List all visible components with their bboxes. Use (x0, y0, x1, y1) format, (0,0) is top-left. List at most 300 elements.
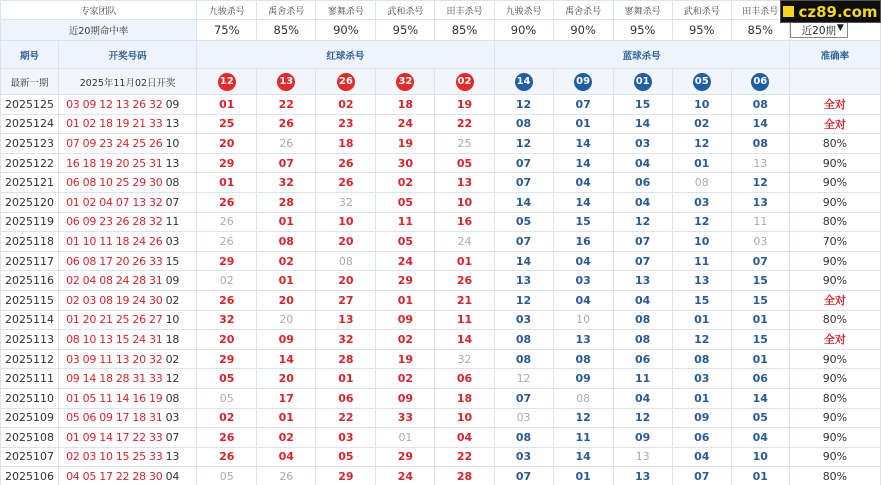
blue-kill-cell: 01 (672, 310, 731, 330)
red-kill-cell: 26 (257, 134, 316, 154)
red-kill-cell: 01 (376, 428, 435, 448)
table-row (1, 95, 881, 115)
table-row (1, 192, 881, 212)
blue-kill-cell: 01 (553, 114, 613, 134)
red-kill-cell: 04 (257, 447, 316, 467)
blue-kill-cell: 15 (613, 95, 672, 115)
blue-kill-cell: 12 (494, 134, 553, 154)
expert-name: 田丰杀号 (435, 1, 494, 20)
blue-kill-cell: 12 (494, 95, 553, 115)
draw-blue-number: 10 (165, 136, 180, 150)
red-ball: 12 (218, 73, 236, 91)
blue-kill-cell: 07 (731, 251, 789, 271)
period-cell: 2025109 (1, 408, 59, 428)
red-kill-cell: 26 (435, 271, 494, 291)
draw-red-numbers: 06 08 17 20 26 33 (66, 254, 163, 268)
period-cell: 2025106 (1, 467, 59, 485)
red-kill-cell: 29 (197, 251, 257, 271)
blue-kill-cell: 07 (553, 95, 613, 115)
blue-kill-cell: 14 (553, 447, 613, 467)
draw-numbers-cell (59, 330, 197, 350)
draw-numbers-cell (59, 114, 197, 134)
blue-kill-cell: 08 (613, 330, 672, 350)
hit-rate: 90% (316, 20, 376, 41)
hit-rate: 75% (197, 20, 257, 41)
draw-red-numbers: 01 02 04 07 13 32 (66, 195, 163, 209)
accuracy-cell: 90% (789, 251, 880, 271)
draw-blue-number: 15 (165, 254, 180, 268)
red-kill-cell: 30 (376, 153, 435, 173)
red-kill-cell: 26 (197, 192, 257, 212)
red-kill-cell: 09 (376, 310, 435, 330)
red-kill-cell: 01 (197, 173, 257, 193)
watermark-text: cz89.com (798, 2, 878, 21)
latest-blue-cell (494, 69, 553, 95)
red-ball: 13 (277, 73, 295, 91)
blue-kill-cell: 12 (672, 330, 731, 350)
blue-kill-cell: 02 (672, 114, 731, 134)
blue-kill-cell: 13 (731, 153, 789, 173)
draw-numbers-cell (59, 408, 197, 428)
blue-kill-cell: 12 (672, 212, 731, 232)
blue-kill-cell: 14 (494, 251, 553, 271)
draw-numbers-cell (59, 173, 197, 193)
red-kill-cell: 02 (197, 408, 257, 428)
blue-kill-cell: 11 (553, 428, 613, 448)
draw-red-numbers: 02 04 08 24 28 31 (66, 274, 163, 288)
red-kill-cell: 02 (376, 330, 435, 350)
accuracy-cell: 70% (789, 232, 880, 252)
blue-kill-cell: 08 (613, 310, 672, 330)
watermark-square-icon (783, 6, 794, 17)
red-kill-cell: 19 (376, 349, 435, 369)
red-kill-cell: 23 (316, 114, 376, 134)
blue-kill-cell: 13 (613, 271, 672, 291)
blue-kill-cell: 12 (613, 408, 672, 428)
blue-kill-cell: 12 (613, 212, 672, 232)
accuracy-cell: 80% (789, 467, 880, 485)
header-numbers: 开奖号码 (59, 41, 197, 69)
draw-blue-number: 18 (165, 332, 180, 346)
blue-kill-cell: 04 (613, 290, 672, 310)
expert-name: 禹舍杀号 (257, 1, 316, 20)
red-kill-cell: 22 (316, 408, 376, 428)
table-row (1, 232, 881, 252)
table-row (1, 330, 881, 350)
period-cell: 2025116 (1, 271, 59, 291)
draw-red-numbers: 06 08 10 25 29 30 (66, 176, 163, 190)
blue-kill-cell: 07 (494, 388, 553, 408)
draw-numbers-cell (59, 349, 197, 369)
header-red-kill: 红球杀号 (197, 41, 494, 69)
blue-kill-cell: 10 (672, 232, 731, 252)
table-row (1, 369, 881, 389)
blue-kill-cell: 04 (553, 251, 613, 271)
accuracy-cell: 全对 (789, 290, 880, 310)
red-kill-cell: 26 (197, 290, 257, 310)
red-kill-cell: 01 (435, 251, 494, 271)
hit-rate: 85% (731, 20, 789, 41)
blue-kill-cell: 09 (553, 369, 613, 389)
blue-kill-cell: 01 (553, 467, 613, 485)
blue-kill-cell: 15 (731, 330, 789, 350)
blue-kill-cell: 04 (672, 447, 731, 467)
red-kill-cell: 07 (257, 153, 316, 173)
blue-kill-cell: 11 (672, 251, 731, 271)
red-kill-cell: 05 (435, 153, 494, 173)
table-row (1, 310, 881, 330)
draw-red-numbers: 16 18 19 20 25 31 (66, 156, 163, 170)
draw-numbers-cell (59, 310, 197, 330)
draw-blue-number: 13 (165, 450, 180, 464)
period-cell: 2025125 (1, 95, 59, 115)
blue-kill-cell: 04 (613, 192, 672, 212)
expert-name: 寥舞杀号 (613, 1, 672, 20)
draw-blue-number: 07 (165, 430, 180, 444)
draw-blue-number: 08 (165, 391, 180, 405)
expert-name: 九骏杀号 (197, 1, 257, 20)
red-kill-cell: 21 (435, 290, 494, 310)
blue-kill-cell: 08 (494, 349, 553, 369)
red-kill-cell: 32 (316, 330, 376, 350)
red-kill-cell: 18 (316, 134, 376, 154)
accuracy-cell: 90% (789, 173, 880, 193)
red-kill-cell: 20 (197, 330, 257, 350)
blue-kill-cell: 03 (672, 369, 731, 389)
hit-rate: 85% (257, 20, 316, 41)
draw-blue-number: 07 (165, 195, 180, 209)
blue-kill-cell: 13 (494, 271, 553, 291)
accuracy-cell: 80% (789, 310, 880, 330)
hit-rate: 95% (672, 20, 731, 41)
period-cell: 2025107 (1, 447, 59, 467)
blue-ball: 05 (693, 73, 711, 91)
draw-red-numbers: 05 06 09 17 18 31 (66, 411, 163, 425)
red-kill-cell: 05 (376, 192, 435, 212)
accuracy-cell: 全对 (789, 114, 880, 134)
red-kill-cell: 29 (376, 271, 435, 291)
red-kill-cell: 01 (257, 271, 316, 291)
hit-rate-row (1, 20, 881, 41)
expert-name: 武和杀号 (376, 1, 435, 20)
blue-kill-cell: 13 (731, 192, 789, 212)
blue-kill-cell: 10 (731, 447, 789, 467)
blue-kill-cell: 08 (672, 173, 731, 193)
blue-kill-cell: 14 (613, 114, 672, 134)
red-kill-cell: 06 (316, 388, 376, 408)
blue-kill-cell: 06 (672, 428, 731, 448)
latest-red-cell (376, 69, 435, 95)
red-kill-cell: 02 (257, 251, 316, 271)
blue-kill-cell: 04 (553, 173, 613, 193)
blue-kill-cell: 14 (731, 388, 789, 408)
draw-red-numbers: 03 09 11 13 20 32 (66, 352, 163, 366)
red-kill-cell: 25 (435, 134, 494, 154)
red-kill-cell: 10 (316, 212, 376, 232)
table-row (1, 290, 881, 310)
latest-blue-cell (672, 69, 731, 95)
draw-blue-number: 09 (165, 274, 180, 288)
blue-kill-cell: 12 (731, 173, 789, 193)
red-kill-cell: 29 (316, 467, 376, 485)
draw-blue-number: 02 (165, 352, 180, 366)
draw-blue-number: 08 (165, 176, 180, 190)
blue-ball: 06 (751, 73, 769, 91)
blue-ball: 09 (574, 73, 592, 91)
period-cell: 2025121 (1, 173, 59, 193)
red-kill-cell: 18 (376, 95, 435, 115)
red-kill-cell: 22 (435, 447, 494, 467)
blue-kill-cell: 07 (494, 173, 553, 193)
header-accuracy: 准确率 (789, 41, 880, 69)
table-row (1, 408, 881, 428)
blue-kill-cell: 03 (553, 271, 613, 291)
red-kill-cell: 25 (197, 114, 257, 134)
period-cell: 2025114 (1, 310, 59, 330)
blue-kill-cell: 07 (613, 251, 672, 271)
hit-rate: 90% (553, 20, 613, 41)
red-kill-cell: 19 (376, 134, 435, 154)
red-kill-cell: 14 (257, 349, 316, 369)
blue-kill-cell: 13 (613, 447, 672, 467)
red-kill-cell: 20 (316, 232, 376, 252)
expert-name: 武和杀号 (672, 1, 731, 20)
blue-kill-cell: 01 (731, 467, 789, 485)
red-kill-cell: 27 (316, 290, 376, 310)
blue-kill-cell: 14 (553, 134, 613, 154)
blue-kill-cell: 04 (731, 428, 789, 448)
red-kill-cell: 14 (435, 330, 494, 350)
blue-kill-cell: 01 (731, 349, 789, 369)
red-kill-cell: 01 (257, 212, 316, 232)
blue-kill-cell: 10 (553, 310, 613, 330)
draw-blue-number: 03 (165, 411, 180, 425)
blue-kill-cell: 15 (731, 290, 789, 310)
expert-team-row (1, 1, 881, 20)
draw-red-numbers: 01 05 11 14 16 19 (66, 391, 163, 405)
period-cell: 2025108 (1, 428, 59, 448)
red-kill-cell: 32 (197, 310, 257, 330)
red-kill-cell: 05 (197, 467, 257, 485)
table-row (1, 251, 881, 271)
blue-kill-cell: 14 (553, 192, 613, 212)
blue-kill-cell: 16 (553, 232, 613, 252)
red-kill-cell: 26 (316, 173, 376, 193)
draw-blue-number: 04 (165, 470, 180, 484)
red-kill-cell: 26 (197, 212, 257, 232)
red-kill-cell: 28 (435, 467, 494, 485)
latest-draw-row (1, 69, 881, 95)
blue-ball: 14 (515, 73, 533, 91)
period-select[interactable] (790, 22, 848, 38)
header-blue-kill: 蓝球杀号 (494, 41, 789, 69)
blue-kill-cell: 03 (613, 134, 672, 154)
blue-kill-cell: 12 (494, 290, 553, 310)
draw-blue-number: 02 (165, 293, 180, 307)
blue-kill-cell: 06 (613, 349, 672, 369)
draw-numbers-cell (59, 428, 197, 448)
red-kill-cell: 02 (316, 95, 376, 115)
red-kill-cell: 16 (435, 212, 494, 232)
blue-kill-cell: 15 (553, 212, 613, 232)
red-kill-cell: 33 (376, 408, 435, 428)
accuracy-cell: 90% (789, 369, 880, 389)
blue-kill-cell: 15 (731, 271, 789, 291)
red-kill-cell: 09 (376, 388, 435, 408)
latest-blue-cell (731, 69, 789, 95)
red-kill-cell: 13 (316, 310, 376, 330)
period-cell: 2025120 (1, 192, 59, 212)
blue-kill-cell: 04 (553, 290, 613, 310)
red-kill-cell: 17 (257, 388, 316, 408)
draw-numbers-cell (59, 212, 197, 232)
red-kill-cell: 02 (257, 428, 316, 448)
red-kill-cell: 01 (376, 290, 435, 310)
period-cell: 2025124 (1, 114, 59, 134)
table-row (1, 212, 881, 232)
red-kill-cell: 10 (435, 408, 494, 428)
hit-rate: 95% (613, 20, 672, 41)
accuracy-cell: 80% (789, 134, 880, 154)
blue-kill-cell: 11 (731, 212, 789, 232)
draw-blue-number: 03 (165, 234, 180, 248)
column-header-row (1, 41, 881, 69)
red-kill-cell: 02 (197, 271, 257, 291)
table-row (1, 173, 881, 193)
accuracy-cell: 80% (789, 388, 880, 408)
site-watermark (780, 0, 881, 23)
table-row (1, 114, 881, 134)
red-kill-cell: 01 (316, 369, 376, 389)
chevron-down-icon: ▼ (836, 23, 844, 33)
red-ball: 32 (396, 73, 414, 91)
red-kill-cell: 13 (435, 173, 494, 193)
blue-kill-cell: 05 (731, 408, 789, 428)
table-row (1, 428, 881, 448)
red-kill-cell: 24 (376, 467, 435, 485)
draw-red-numbers: 03 09 12 13 26 32 (66, 97, 163, 111)
latest-red-cell (197, 69, 257, 95)
accuracy-cell: 90% (789, 153, 880, 173)
hit-rate: 95% (376, 20, 435, 41)
table-row (1, 388, 881, 408)
expert-name: 九骏杀号 (494, 1, 553, 20)
draw-blue-number: 13 (165, 117, 180, 131)
blue-kill-cell: 08 (494, 428, 553, 448)
period-cell: 2025115 (1, 290, 59, 310)
blue-kill-cell: 14 (553, 153, 613, 173)
red-kill-cell: 01 (197, 95, 257, 115)
red-kill-cell: 02 (376, 173, 435, 193)
red-kill-cell: 18 (435, 388, 494, 408)
accuracy-cell: 90% (789, 349, 880, 369)
latest-red-cell (435, 69, 494, 95)
draw-blue-number: 13 (165, 156, 180, 170)
blue-kill-cell: 03 (731, 232, 789, 252)
blue-kill-cell: 04 (613, 388, 672, 408)
red-kill-cell: 24 (376, 251, 435, 271)
red-kill-cell: 11 (435, 310, 494, 330)
red-kill-cell: 03 (316, 428, 376, 448)
latest-blue-cell (613, 69, 672, 95)
blue-kill-cell: 07 (494, 467, 553, 485)
accuracy-cell: 90% (789, 447, 880, 467)
team-label: 专家团队 (1, 1, 197, 20)
red-kill-cell: 32 (316, 192, 376, 212)
red-kill-cell: 06 (435, 369, 494, 389)
blue-kill-cell: 01 (672, 388, 731, 408)
red-kill-cell: 05 (316, 447, 376, 467)
table-row (1, 447, 881, 467)
red-kill-cell: 20 (197, 134, 257, 154)
red-kill-cell: 26 (316, 153, 376, 173)
blue-kill-cell: 05 (494, 212, 553, 232)
accuracy-cell: 90% (789, 428, 880, 448)
latest-label: 最新一期 (1, 69, 59, 95)
header-period: 期号 (1, 41, 59, 69)
draw-red-numbers: 01 20 21 25 26 27 (66, 313, 163, 327)
red-kill-cell: 19 (435, 95, 494, 115)
expert-name: 禹舍杀号 (553, 1, 613, 20)
draw-red-numbers: 09 14 18 28 31 33 (66, 372, 163, 386)
draw-red-numbers: 02 03 08 19 24 30 (66, 293, 163, 307)
red-kill-cell: 29 (376, 447, 435, 467)
blue-kill-cell: 14 (494, 192, 553, 212)
draw-blue-number: 11 (165, 215, 180, 229)
draw-numbers-cell (59, 388, 197, 408)
accuracy-cell: 90% (789, 271, 880, 291)
red-kill-cell: 01 (257, 408, 316, 428)
red-kill-cell: 24 (376, 114, 435, 134)
period-select-value: 近20期 (801, 25, 837, 37)
hit-rate: 90% (494, 20, 553, 41)
blue-kill-cell: 15 (672, 290, 731, 310)
blue-kill-cell: 08 (553, 349, 613, 369)
blue-kill-cell: 14 (731, 114, 789, 134)
draw-numbers-cell (59, 369, 197, 389)
blue-kill-cell: 07 (494, 232, 553, 252)
blue-kill-cell: 01 (731, 310, 789, 330)
latest-blue-cell (553, 69, 613, 95)
period-cell: 2025110 (1, 388, 59, 408)
period-cell: 2025111 (1, 369, 59, 389)
red-kill-cell: 28 (316, 349, 376, 369)
blue-kill-cell: 12 (553, 408, 613, 428)
blue-kill-cell: 08 (731, 134, 789, 154)
draw-red-numbers: 07 09 23 24 25 26 (66, 136, 163, 150)
blue-kill-cell: 03 (672, 192, 731, 212)
blue-kill-cell: 07 (672, 467, 731, 485)
table-row (1, 153, 881, 173)
blue-kill-cell: 03 (494, 310, 553, 330)
red-kill-cell: 20 (316, 271, 376, 291)
blue-kill-cell: 06 (731, 369, 789, 389)
period-cell: 2025118 (1, 232, 59, 252)
red-kill-cell: 24 (435, 232, 494, 252)
red-kill-cell: 29 (197, 153, 257, 173)
blue-kill-cell: 03 (494, 447, 553, 467)
draw-numbers-cell (59, 290, 197, 310)
red-kill-cell: 08 (257, 232, 316, 252)
blue-kill-cell: 13 (613, 467, 672, 485)
draw-blue-number: 09 (165, 97, 180, 111)
draw-red-numbers: 01 10 11 18 24 26 (66, 234, 163, 248)
hit-rate: 85% (435, 20, 494, 41)
red-kill-cell: 20 (257, 290, 316, 310)
draw-red-numbers: 01 02 18 19 21 33 (66, 117, 163, 131)
blue-kill-cell: 04 (613, 153, 672, 173)
blue-kill-cell: 12 (494, 369, 553, 389)
